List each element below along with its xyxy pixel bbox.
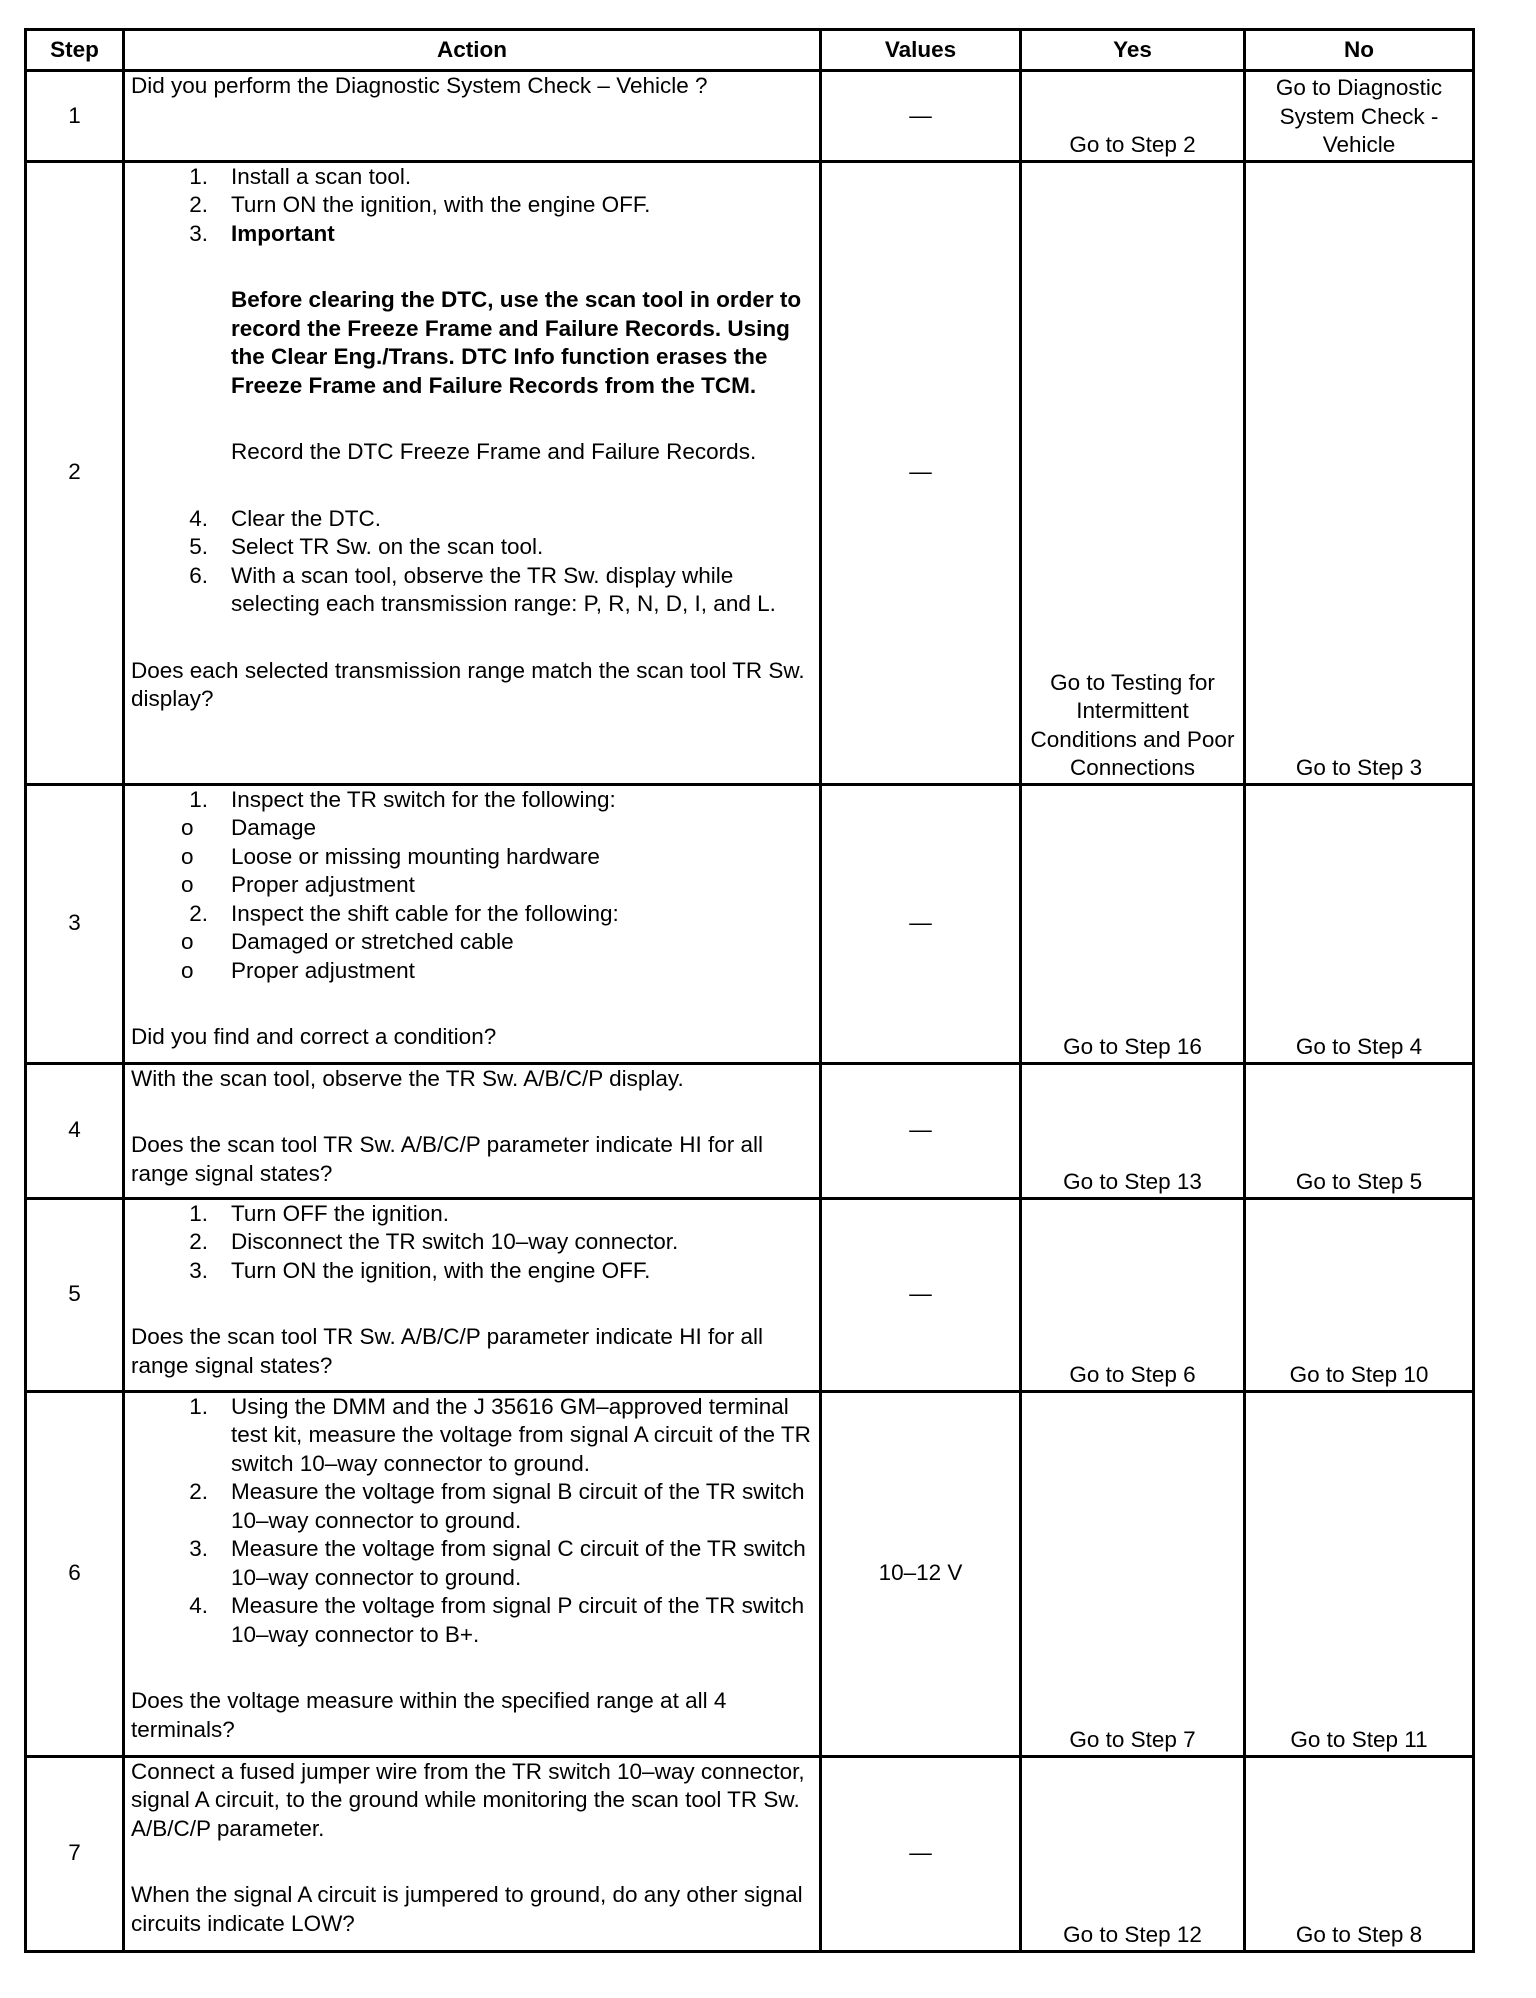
table-row <box>26 1391 1474 1756</box>
list-item: 2. Inspect the shift cable for the following: o Damaged or stretched cable o Proper adjustment <box>131 900 813 986</box>
list-item: 3. Measure the voltage from signal C circuit of the TR switch 10–way connector to ground. <box>189 1536 806 1590</box>
action-cell <box>124 784 821 1063</box>
step-number: 1 <box>26 71 124 162</box>
question-text: Does the voltage measure within the specified range at all 4 terminals? <box>131 1688 727 1742</box>
action-cell <box>124 1063 821 1198</box>
action-cell <box>124 1756 821 1951</box>
list-item: 1. Using the DMM and the J 35616 GM–approved terminal test kit, measure the voltage from signal A circuit of the TR switch 10–way connector to ground. <box>189 1393 811 1476</box>
yes-cell: Go to Step 16 <box>1021 784 1245 1063</box>
table-row <box>26 784 1474 1063</box>
action-text: With the scan tool, observe the TR Sw. A/B/C/P display. <box>131 1065 684 1091</box>
question-text: Does the scan tool TR Sw. A/B/C/P parameter indicate HI for all range signal states? <box>131 1132 763 1186</box>
table-row <box>26 1756 1474 1951</box>
step-number: 5 <box>26 1198 124 1391</box>
action-steps <box>131 163 813 619</box>
question-text: Does each selected transmission range match the scan tool TR Sw. display? <box>131 657 805 711</box>
header-no: No <box>1245 30 1474 71</box>
question-text: Does the scan tool TR Sw. A/B/C/P parameter indicate HI for all range signal states? <box>131 1324 763 1378</box>
value-cell: — <box>821 161 1021 784</box>
diagnostic-table <box>24 28 1475 1953</box>
sub-list-item: o Proper adjustment <box>181 957 415 983</box>
step-number: 4 <box>26 1063 124 1198</box>
header-yes: Yes <box>1021 30 1245 71</box>
important-note: Before clearing the DTC, use the scan tool in order to record the Freeze Frame and Failure Records. Using the Clear Eng./Trans. DTC Info function erases the Freeze Frame and Failure Records from the TCM. <box>231 287 802 398</box>
header-row <box>26 30 1474 71</box>
header-step: Step <box>26 30 124 71</box>
list-item: 3. Turn ON the ignition, with the engine OFF. <box>189 1257 651 1283</box>
yes-cell: Go to Testing for Intermittent Conditions and Poor Connections <box>1021 161 1245 784</box>
question-text: When the signal A circuit is jumpered to ground, do any other signal circuits indicate LOW? <box>131 1882 803 1936</box>
value-cell: — <box>821 1756 1021 1951</box>
table-row <box>26 161 1474 784</box>
no-cell: Go to Step 8 <box>1245 1756 1474 1951</box>
no-cell: Go to Step 3 <box>1245 161 1474 784</box>
list-item: 2. Turn ON the ignition, with the engine OFF. <box>189 192 651 217</box>
sub-list <box>131 928 813 985</box>
no-cell: Go to Diagnostic System Check - Vehicle <box>1245 71 1474 162</box>
action-cell <box>124 1198 821 1391</box>
header-action: Action <box>124 30 821 71</box>
list-item: 5. Select TR Sw. on the scan tool. <box>189 534 544 559</box>
sub-list-item: o Damage <box>181 815 317 840</box>
step-number: 7 <box>26 1756 124 1951</box>
yes-cell: Go to Step 12 <box>1021 1756 1245 1951</box>
list-item: 1. Inspect the TR switch for the following: o Damage o Loose or missing mounting hardware o Proper adjustment <box>131 786 813 900</box>
important-label: Important <box>231 220 335 246</box>
value-cell: 10–12 V <box>821 1391 1021 1756</box>
action-steps <box>131 1393 813 1650</box>
list-item: 3. Important Before clearing the DTC, use the scan tool in order to record the Freeze Frame and Failure Records. Using the Clear Eng./Trans. DTC Info function erases the Freeze Frame and Failure Records from the TCM. Record the DTC Freeze Frame and Failure Records. <box>131 220 813 467</box>
no-cell: Go to Step 11 <box>1245 1391 1474 1756</box>
action-text: Connect a fused jumper wire from the TR switch 10–way connector, signal A circuit, to the ground while monitoring the scan tool TR Sw. A/B/C/P parameter. <box>131 1758 805 1841</box>
value-cell: — <box>821 1198 1021 1391</box>
value-cell: — <box>821 1063 1021 1198</box>
value-cell: — <box>821 784 1021 1063</box>
sub-list-item: o Damaged or stretched cable <box>181 929 514 954</box>
list-item: 2. Measure the voltage from signal B circuit of the TR switch 10–way connector to ground. <box>189 1479 805 1533</box>
no-cell: Go to Step 5 <box>1245 1063 1474 1198</box>
table-row <box>26 1198 1474 1391</box>
table-row <box>26 1063 1474 1198</box>
list-item: 4. Clear the DTC. <box>189 505 382 531</box>
list-item: 6. With a scan tool, observe the TR Sw. display while selecting each transmission range: P, R, N, D, I, and L. <box>189 562 776 616</box>
action-text: Did you perform the Diagnostic System Check – Vehicle ? <box>131 73 708 98</box>
sub-list <box>131 814 813 900</box>
header-values: Values <box>821 30 1021 71</box>
list-item: 2. Disconnect the TR switch 10–way connector. <box>189 1229 679 1254</box>
no-cell: Go to Step 10 <box>1245 1198 1474 1391</box>
step-number: 3 <box>26 784 124 1063</box>
step-number: 2 <box>26 161 124 784</box>
no-cell: Go to Step 4 <box>1245 784 1474 1063</box>
action-steps <box>131 1200 813 1286</box>
list-item: 1. Install a scan tool. <box>189 163 412 189</box>
table-row <box>26 71 1474 162</box>
question-text: Did you find and correct a condition? <box>131 1024 497 1049</box>
sub-list-item: o Proper adjustment <box>181 872 415 897</box>
sub-list-item: o Loose or missing mounting hardware <box>181 843 600 869</box>
yes-cell: Go to Step 6 <box>1021 1198 1245 1391</box>
action-cell <box>124 161 821 784</box>
action-cell <box>124 1391 821 1756</box>
list-item: 1. Turn OFF the ignition. <box>189 1200 450 1226</box>
action-cell <box>124 71 821 162</box>
value-cell: — <box>821 71 1021 162</box>
yes-cell: Go to Step 13 <box>1021 1063 1245 1198</box>
step-number: 6 <box>26 1391 124 1756</box>
yes-cell: Go to Step 7 <box>1021 1391 1245 1756</box>
yes-cell: Go to Step 2 <box>1021 71 1245 162</box>
list-item: 4. Measure the voltage from signal P circuit of the TR switch 10–way connector to B+. <box>189 1593 805 1647</box>
record-note: Record the DTC Freeze Frame and Failure Records. <box>231 439 757 464</box>
action-steps <box>131 786 813 986</box>
